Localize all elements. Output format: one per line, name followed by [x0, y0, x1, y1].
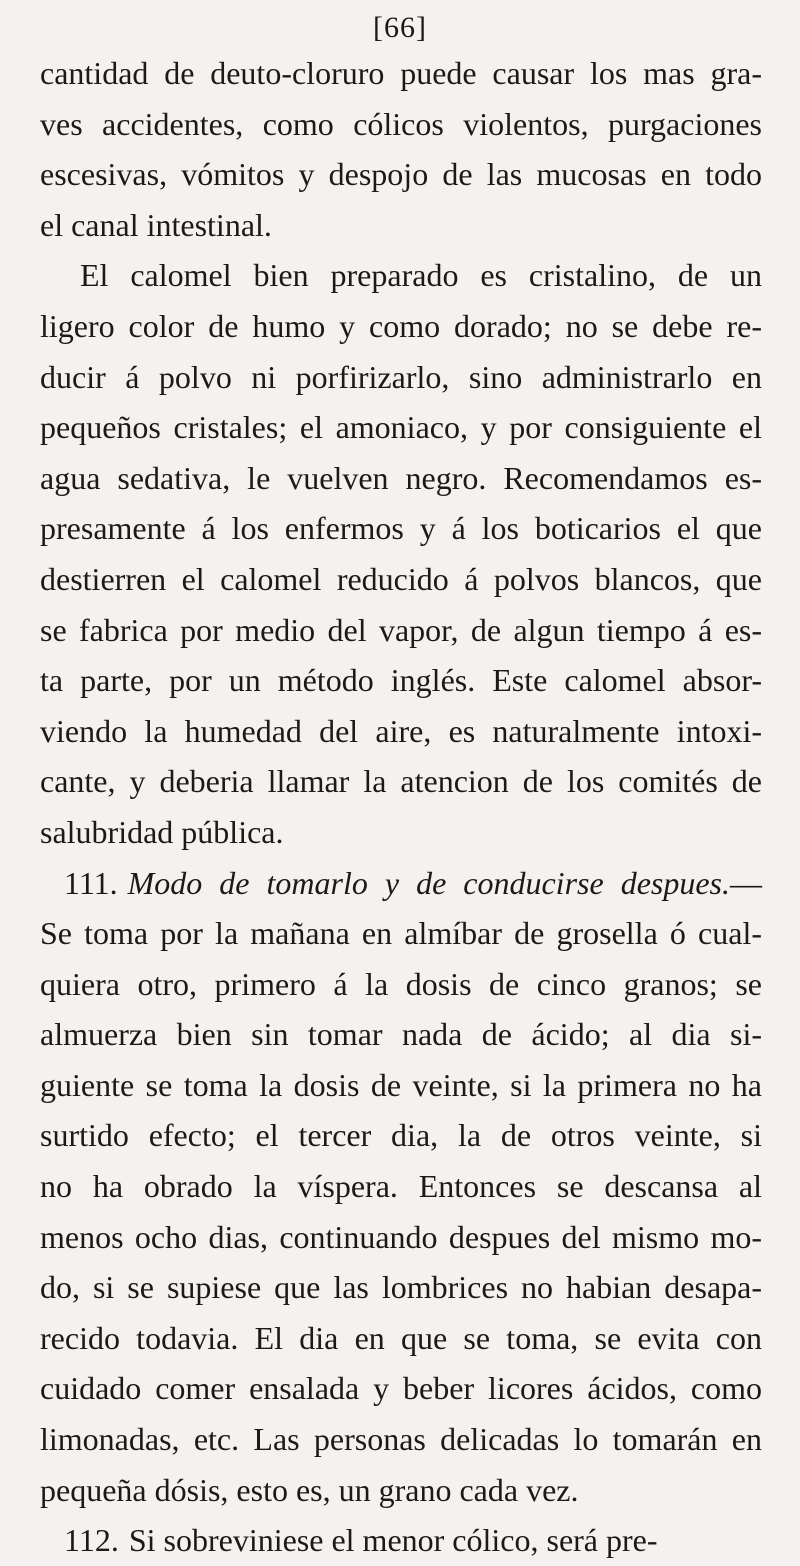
text-line: el canal intestinal.: [40, 206, 272, 243]
section-number: 112.: [64, 1522, 119, 1559]
text-line: pequeña dósis, esto es, un grano cada vez.: [40, 1471, 579, 1508]
text-line: cantidad de deuto-cloruro puede causar los mas gra-: [40, 55, 762, 91]
text-line: ta parte, por un método inglés. Este calomel absor-: [40, 662, 762, 699]
text-line: Se toma por la mañana en almíbar de grosella ó cual-: [40, 915, 762, 952]
text-line: cante, y deberia llamar la atencion de los comités de: [40, 763, 762, 800]
section-112-line: [40, 1515, 762, 1566]
text-line: no ha obrado la víspera. Entonces se descansa al: [40, 1168, 762, 1205]
text-line: presamente á los enfermos y á los boticarios el que: [40, 510, 762, 547]
text-line: quiera otro, primero á la dosis de cinco granos; se: [40, 965, 762, 1002]
paragraph-start-line: El calomel bien preparado es cristalino, de un: [80, 257, 762, 294]
text-line: salubridad pública.: [40, 813, 284, 850]
text-line: surtido efecto; el tercer dia, la de otros veinte, si: [40, 1117, 762, 1154]
text-line: viendo la humedad del aire, es naturalmente intoxi-: [40, 712, 762, 749]
text-line: cuidado comer ensalada y beber licores ácidos, como: [40, 1370, 762, 1407]
text-line: destierren el calomel reducido á polvos blancos, que: [40, 560, 762, 597]
text-line: se fabrica por medio del vapor, de algun tiempo á es-: [40, 611, 762, 648]
text-line: do, si se supiese que las lombrices no habian desapa-: [40, 1269, 762, 1306]
text-line: escesivas, vómitos y despojo de las mucosas en todo: [40, 156, 762, 193]
text-line: agua sedativa, le vuelven negro. Recomendamos es-: [40, 459, 762, 496]
section-111-heading-line: [40, 858, 762, 909]
text-line: ligero color de humo y como dorado; no se debe re-: [40, 307, 762, 344]
text-line: menos ocho dias, continuando despues del mismo mo-: [40, 1218, 762, 1255]
text-line: guiente se toma la dosis de veinte, si la primera no ha: [40, 1066, 762, 1103]
body-text: [40, 48, 762, 1566]
text-line: ducir á polvo ni porfirizarlo, sino administrarlo en: [40, 358, 762, 395]
text-line: almuerza bien sin tomar nada de ácido; al dia si-: [40, 1016, 762, 1053]
page-number: [66]: [373, 11, 427, 44]
text-line: ves accidentes, como cólicos violentos, purgaciones: [40, 105, 762, 142]
text-line: pequeños cristales; el amoniaco, y por consiguiente el: [40, 409, 762, 446]
section-text: Si sobreviniese el menor cólico, será pre-: [128, 1522, 658, 1559]
text-line: limonadas, etc. Las personas delicadas lo tomarán en: [40, 1421, 762, 1458]
em-dash: —: [730, 864, 762, 901]
section-heading: Modo de tomarlo y de conducirse despues.: [127, 864, 730, 901]
text-line: recido todavia. El dia en que se toma, se evita con: [40, 1319, 762, 1356]
section-number: 111.: [64, 864, 118, 901]
